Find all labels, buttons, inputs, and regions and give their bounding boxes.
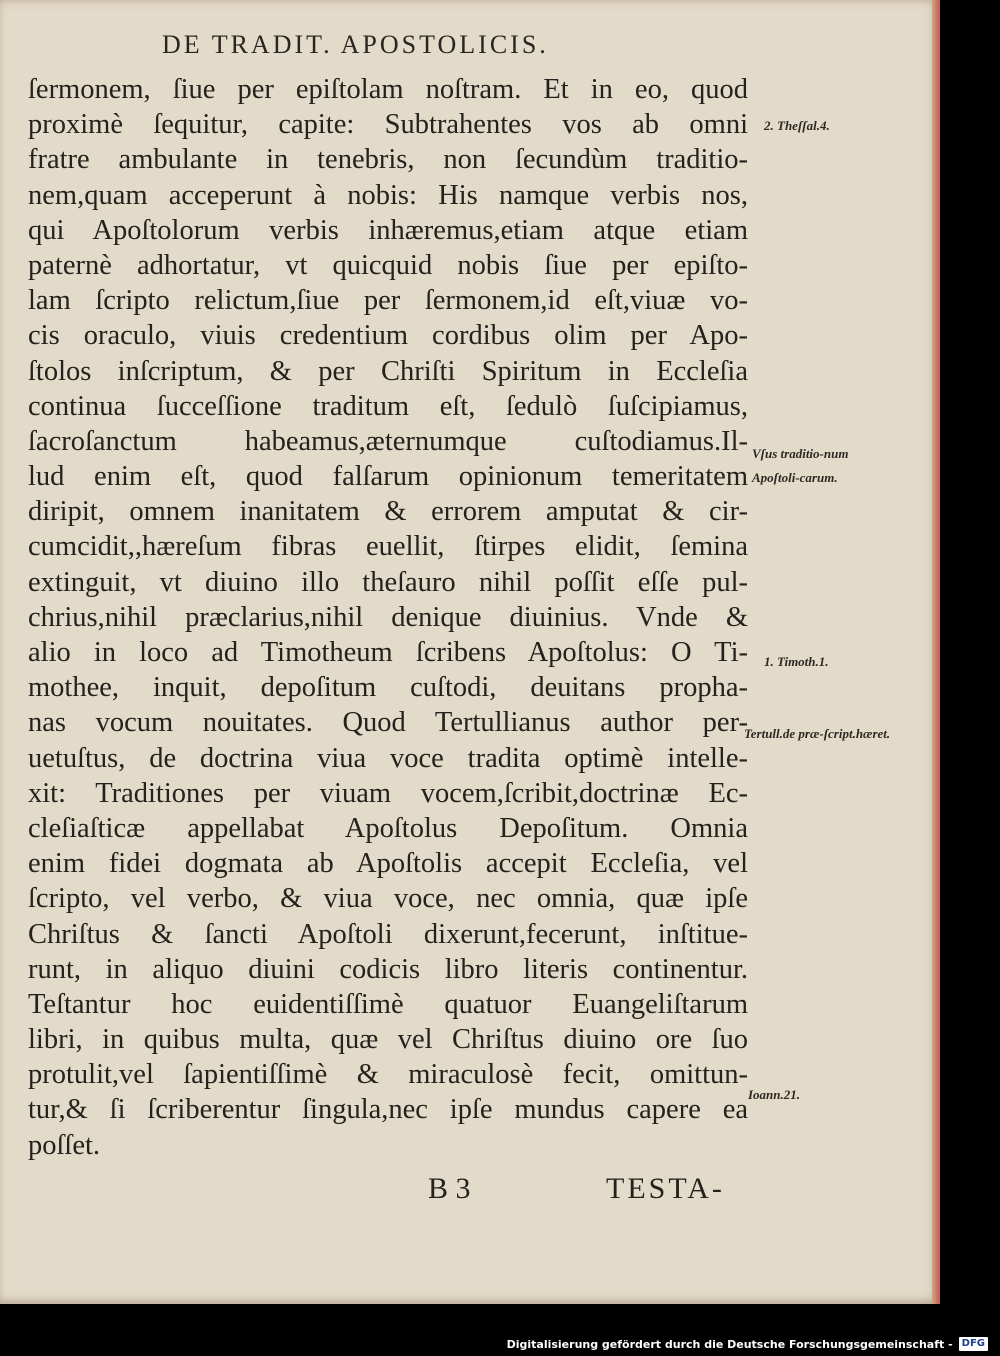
- funding-footer: [507, 1337, 988, 1351]
- marginal-note-thessalonians: 2. Theſſal.4.: [764, 118, 830, 133]
- marginal-note-tertullian: Tertull.de præ-ſcript.hæret.: [744, 726, 891, 741]
- text-line: ſermonem, ſiue per epiſtolam noſtram. Et in eo, quod: [28, 74, 748, 105]
- text-line: uetuſtus, de doctrina viua voce tradita optimè intelle-: [28, 742, 748, 774]
- text-line: nas vocum nouitates. Quod Tertullianus author per-: [28, 707, 748, 739]
- text-line: ſacroſanctum habeamus,æternumque cuſtodiamus.Il-: [28, 425, 748, 457]
- body-text: [28, 72, 748, 1163]
- catchword: TESTA-: [606, 1172, 725, 1205]
- running-head: DE TRADIT. APOSTOLICIS.: [162, 30, 549, 59]
- text-line: protulit,vel ſapientiſſimè & miraculosè fecit, omittun-: [28, 1059, 748, 1091]
- text-line: tur,& ſi ſcriberentur ſingula,nec ipſe mundus capere ea: [28, 1094, 748, 1126]
- text-line: mothee, inquit, depoſitum cuſtodi, deuitans propha-: [28, 672, 748, 704]
- funding-text: Digitalisierung gefördert durch die Deutsche Forschungsgemeinschaft -: [506, 1337, 953, 1351]
- text-line: cumcidit,,hæreſum fibras euellit, ſtirpes elidit, ſemina: [28, 531, 748, 563]
- text-line: lam ſcripto relictum,ſiue per ſermonem,id eſt,viuæ vo-: [28, 285, 748, 317]
- text-line: diripit, omnem inanitatem & errorem amputat & cir-: [28, 496, 748, 528]
- text-line: libri, in quibus multa, quæ vel Chriſtus diuino ore ſuo: [28, 1024, 748, 1056]
- text-line: qui Apoſtolorum verbis inhæremus,etiam atque etiam: [28, 214, 748, 246]
- text-line: xit: Traditiones per viuam vocem,ſcribit,doctrinæ Ec-: [28, 777, 748, 809]
- text-line: continua ſucceſſione traditum eſt, ſedulò ſuſcipiamus,: [28, 390, 748, 422]
- dfg-logo: DFG: [959, 1337, 988, 1351]
- text-line: poſſet.: [28, 1129, 101, 1161]
- text-line: cleſiaſticæ appellabat Apoſtolus Depoſitum. Omnia: [28, 812, 748, 844]
- text-line: paternè adhortatur, vt quicquid nobis ſiue per epiſto-: [28, 249, 748, 281]
- text-line: lud enim eſt, quod falſarum opinionum temeritatem: [28, 461, 748, 493]
- marginal-note-timothy: 1. Timoth.1.: [764, 654, 829, 669]
- text-line: enim fidei dogmata ab Apoſtolis accepit Eccleſia, vel: [28, 848, 748, 880]
- text-line: runt, in aliquo diuini codicis libro literis continentur.: [28, 953, 748, 985]
- text-line: Chriſtus & ſancti Apoſtoli dixerunt,fecerunt, inſtitue-: [28, 918, 748, 950]
- text-line: fratre ambulante in tenebris, non ſecundùm traditio-: [28, 144, 748, 176]
- signature-mark: B 3: [428, 1172, 471, 1205]
- text-line: ſtolos inſcriptum, & per Chriſti Spiritum in Eccleſia: [28, 355, 748, 387]
- text-line: ſcripto, vel verbo, & viua voce, nec omnia, quæ ipſe: [28, 883, 748, 915]
- marginal-note-john: Ioann.21.: [748, 1087, 801, 1102]
- text-line: chrius,nihil præclarius,nihil denique diuinius. Vnde &: [28, 601, 748, 633]
- marginal-note-usus-traditionum: Vſus traditio-num Apoſtoli-carum.: [752, 446, 849, 485]
- page-edge: [932, 0, 940, 1304]
- text-line: alio in loco ad Timotheum ſcribens Apoſtolus: O Ti-: [28, 637, 748, 668]
- text-line: cis oraculo, viuis credentium cordibus olim per Apo-: [28, 320, 748, 352]
- text-line: Teſtantur hoc euidentiſſimè quatuor Euangeliſtarum: [28, 988, 748, 1020]
- text-line: extinguit, vt diuino illo theſauro nihil poſſit eſſe pul-: [28, 566, 748, 598]
- text-line: nem,quam acceperunt à nobis: His namque verbis nos,: [28, 179, 748, 211]
- text-line: proximè ſequitur, capite: Subtrahentes vos ab omni: [28, 109, 748, 141]
